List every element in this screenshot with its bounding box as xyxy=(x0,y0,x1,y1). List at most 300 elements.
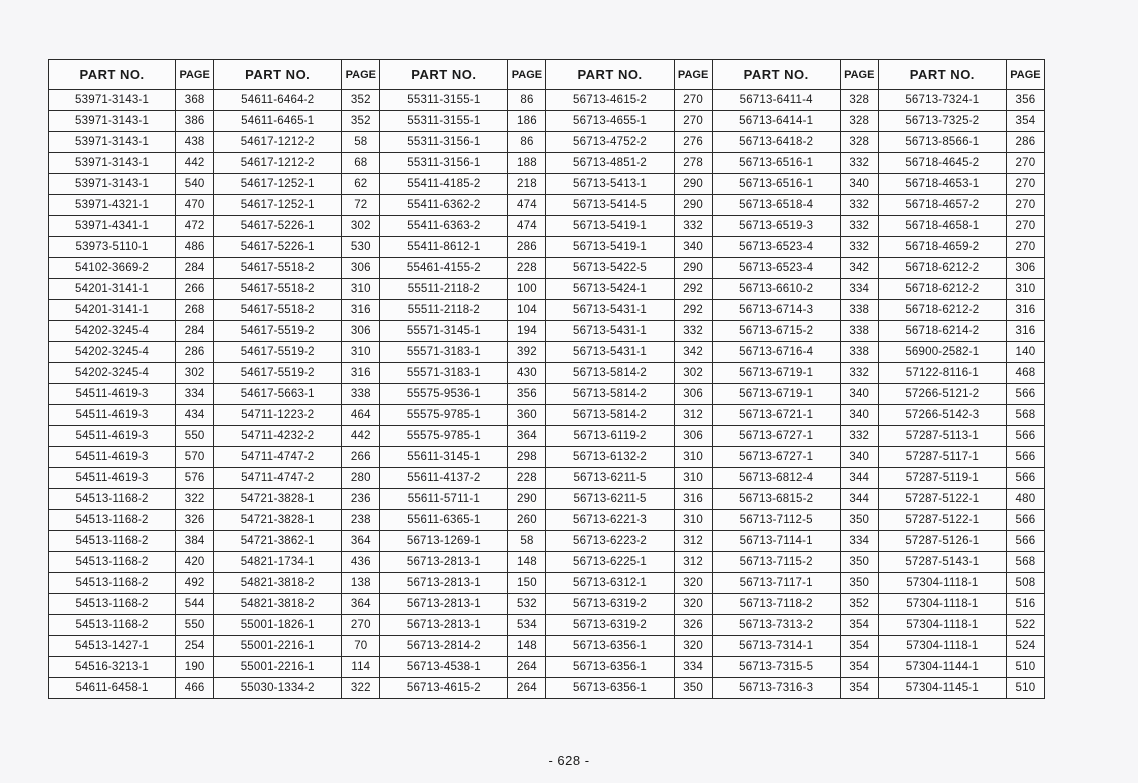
table-row xyxy=(49,363,1045,384)
part-number-cell: 56713-5414-5 xyxy=(546,195,674,216)
part-number-cell: 56713-5419-1 xyxy=(546,237,674,258)
part-number-cell: 57287-5117-1 xyxy=(878,447,1006,468)
table-row xyxy=(49,636,1045,657)
page-cell: 332 xyxy=(840,153,878,174)
part-number-cell: 54711-1223-2 xyxy=(214,405,342,426)
part-number-cell: 56718-4653-1 xyxy=(878,174,1006,195)
page-cell: 326 xyxy=(176,510,214,531)
page-cell: 238 xyxy=(342,510,380,531)
part-number-cell: 55311-3155-1 xyxy=(380,111,508,132)
page-cell: 350 xyxy=(840,573,878,594)
part-number-cell: 55575-9785-1 xyxy=(380,426,508,447)
part-number-cell: 56713-7117-1 xyxy=(712,573,840,594)
page-cell: 290 xyxy=(674,258,712,279)
page-cell: 332 xyxy=(840,195,878,216)
page-cell: 438 xyxy=(176,132,214,153)
part-number-cell: 54617-5519-2 xyxy=(214,321,342,342)
part-number-cell: 57304-1144-1 xyxy=(878,657,1006,678)
page-cell: 356 xyxy=(508,384,546,405)
table-row xyxy=(49,405,1045,426)
page-cell: 368 xyxy=(176,90,214,111)
page-cell: 486 xyxy=(176,237,214,258)
page-cell: 306 xyxy=(342,258,380,279)
page-cell: 332 xyxy=(840,426,878,447)
part-number-cell: 56713-6223-2 xyxy=(546,531,674,552)
page-cell: 286 xyxy=(1006,132,1044,153)
part-number-cell: 54513-1168-2 xyxy=(49,573,176,594)
part-number-cell: 56713-4655-1 xyxy=(546,111,674,132)
part-number-cell: 53971-3143-1 xyxy=(49,90,176,111)
page-cell: 508 xyxy=(1006,573,1044,594)
page-cell: 392 xyxy=(508,342,546,363)
table-header-row xyxy=(49,60,1045,90)
part-number-cell: 55611-6365-1 xyxy=(380,510,508,531)
page-cell: 312 xyxy=(674,552,712,573)
page-cell: 332 xyxy=(674,321,712,342)
page-cell: 326 xyxy=(674,615,712,636)
column-header-page: PAGE xyxy=(176,60,214,90)
part-number-cell: 53973-5110-1 xyxy=(49,237,176,258)
part-number-cell: 57304-1118-1 xyxy=(878,573,1006,594)
part-number-cell: 54617-1212-2 xyxy=(214,153,342,174)
page-cell: 320 xyxy=(674,594,712,615)
part-number-cell: 56713-4615-2 xyxy=(380,678,508,699)
page-cell: 354 xyxy=(1006,111,1044,132)
part-number-cell: 55001-1826-1 xyxy=(214,615,342,636)
page-cell: 280 xyxy=(342,468,380,489)
page-cell: 570 xyxy=(176,447,214,468)
page-cell: 540 xyxy=(176,174,214,195)
page-cell: 292 xyxy=(674,300,712,321)
part-number-cell: 56713-6518-4 xyxy=(712,195,840,216)
part-number-cell: 56713-1269-1 xyxy=(380,531,508,552)
part-number-cell: 56713-5814-2 xyxy=(546,405,674,426)
page-cell: 320 xyxy=(674,573,712,594)
table-row xyxy=(49,216,1045,237)
part-number-cell: 56718-4657-2 xyxy=(878,195,1006,216)
part-number-cell: 56713-6719-1 xyxy=(712,384,840,405)
page-cell: 72 xyxy=(342,195,380,216)
table-row xyxy=(49,195,1045,216)
part-number-cell: 56900-2582-1 xyxy=(878,342,1006,363)
table-row xyxy=(49,300,1045,321)
page-cell: 340 xyxy=(840,447,878,468)
page-cell: 332 xyxy=(674,216,712,237)
part-number-cell: 56713-6812-4 xyxy=(712,468,840,489)
part-number-cell: 54611-6464-2 xyxy=(214,90,342,111)
part-number-cell: 53971-3143-1 xyxy=(49,174,176,195)
table-row xyxy=(49,594,1045,615)
part-number-cell: 54511-4619-3 xyxy=(49,384,176,405)
part-number-cell: 56713-6356-1 xyxy=(546,678,674,699)
part-number-cell: 56713-6418-2 xyxy=(712,132,840,153)
table-row xyxy=(49,321,1045,342)
page-cell: 194 xyxy=(508,321,546,342)
page-cell: 350 xyxy=(674,678,712,699)
table-row xyxy=(49,111,1045,132)
part-number-cell: 57287-5119-1 xyxy=(878,468,1006,489)
part-number-cell: 55001-2216-1 xyxy=(214,657,342,678)
page-cell: 286 xyxy=(508,237,546,258)
page-cell: 310 xyxy=(1006,279,1044,300)
part-number-cell: 56713-6132-2 xyxy=(546,447,674,468)
part-number-cell: 56713-6119-2 xyxy=(546,426,674,447)
part-number-cell: 56713-5422-5 xyxy=(546,258,674,279)
part-number-cell: 57304-1118-1 xyxy=(878,615,1006,636)
page-cell: 344 xyxy=(840,468,878,489)
column-header-page: PAGE xyxy=(840,60,878,90)
part-number-cell: 57304-1145-1 xyxy=(878,678,1006,699)
part-number-cell: 56713-2813-1 xyxy=(380,615,508,636)
page-cell: 316 xyxy=(1006,321,1044,342)
table-row xyxy=(49,447,1045,468)
part-number-cell: 56713-7316-3 xyxy=(712,678,840,699)
part-number-cell: 53971-4341-1 xyxy=(49,216,176,237)
page-cell: 568 xyxy=(1006,552,1044,573)
page-cell: 190 xyxy=(176,657,214,678)
part-number-cell: 57287-5143-1 xyxy=(878,552,1006,573)
page-cell: 284 xyxy=(176,321,214,342)
page-cell: 58 xyxy=(342,132,380,153)
page-cell: 290 xyxy=(508,489,546,510)
page-cell: 530 xyxy=(342,237,380,258)
page-cell: 148 xyxy=(508,636,546,657)
page-cell: 148 xyxy=(508,552,546,573)
part-number-cell: 54202-3245-4 xyxy=(49,363,176,384)
page-cell: 312 xyxy=(674,405,712,426)
page-cell: 140 xyxy=(1006,342,1044,363)
page-cell: 340 xyxy=(840,384,878,405)
page-cell: 270 xyxy=(1006,153,1044,174)
part-number-cell: 56713-5413-1 xyxy=(546,174,674,195)
column-header-page: PAGE xyxy=(1006,60,1044,90)
part-number-cell: 56713-2813-1 xyxy=(380,594,508,615)
page-cell: 334 xyxy=(176,384,214,405)
page-cell: 270 xyxy=(1006,174,1044,195)
page-cell: 312 xyxy=(674,531,712,552)
part-number-cell: 56713-5419-1 xyxy=(546,216,674,237)
page-cell: 468 xyxy=(1006,363,1044,384)
page-cell: 354 xyxy=(840,657,878,678)
page-cell: 86 xyxy=(508,90,546,111)
part-number-cell: 55575-9785-1 xyxy=(380,405,508,426)
page-cell: 344 xyxy=(840,489,878,510)
page-cell: 270 xyxy=(1006,195,1044,216)
page-cell: 302 xyxy=(176,363,214,384)
page-cell: 340 xyxy=(674,237,712,258)
page-cell: 474 xyxy=(508,195,546,216)
part-number-cell: 56713-6319-2 xyxy=(546,594,674,615)
page-cell: 328 xyxy=(840,111,878,132)
page-cell: 292 xyxy=(674,279,712,300)
page-cell: 332 xyxy=(840,237,878,258)
part-number-cell: 56713-6414-1 xyxy=(712,111,840,132)
page-cell: 270 xyxy=(1006,237,1044,258)
part-number-cell: 55511-2118-2 xyxy=(380,279,508,300)
table-body xyxy=(49,90,1045,699)
part-number-cell: 56713-6519-3 xyxy=(712,216,840,237)
page-cell: 442 xyxy=(176,153,214,174)
part-number-cell: 55311-3156-1 xyxy=(380,132,508,153)
part-number-cell: 54611-6458-1 xyxy=(49,678,176,699)
part-number-cell: 56713-7325-2 xyxy=(878,111,1006,132)
page-cell: 464 xyxy=(342,405,380,426)
page-cell: 284 xyxy=(176,258,214,279)
page-cell: 340 xyxy=(840,405,878,426)
table-row xyxy=(49,510,1045,531)
page-cell: 566 xyxy=(1006,426,1044,447)
table-row xyxy=(49,552,1045,573)
part-number-cell: 55611-4137-2 xyxy=(380,468,508,489)
page-number: - 628 - xyxy=(548,753,590,768)
page-cell: 270 xyxy=(674,111,712,132)
page-cell: 68 xyxy=(342,153,380,174)
page-cell: 310 xyxy=(674,447,712,468)
page-cell: 364 xyxy=(342,531,380,552)
page-cell: 306 xyxy=(342,321,380,342)
page-cell: 338 xyxy=(840,300,878,321)
page-cell: 532 xyxy=(508,594,546,615)
part-number-cell: 56713-4615-2 xyxy=(546,90,674,111)
page-cell: 466 xyxy=(176,678,214,699)
page-cell: 276 xyxy=(674,132,712,153)
part-number-cell: 56713-5424-1 xyxy=(546,279,674,300)
page-cell: 566 xyxy=(1006,531,1044,552)
part-number-cell: 56713-6319-2 xyxy=(546,615,674,636)
table-row xyxy=(49,468,1045,489)
part-number-cell: 56713-7118-2 xyxy=(712,594,840,615)
part-number-cell: 57287-5122-1 xyxy=(878,489,1006,510)
page-cell: 354 xyxy=(840,636,878,657)
part-number-cell: 55571-3183-1 xyxy=(380,342,508,363)
part-number-cell: 56713-6411-4 xyxy=(712,90,840,111)
page-cell: 278 xyxy=(674,153,712,174)
part-number-cell: 55030-1334-2 xyxy=(214,678,342,699)
part-number-cell: 57304-1118-1 xyxy=(878,594,1006,615)
page-cell: 332 xyxy=(840,216,878,237)
page-cell: 364 xyxy=(342,594,380,615)
part-number-cell: 57287-5113-1 xyxy=(878,426,1006,447)
page-cell: 290 xyxy=(674,174,712,195)
part-number-cell: 54202-3245-4 xyxy=(49,321,176,342)
page-cell: 286 xyxy=(176,342,214,363)
page-cell: 290 xyxy=(674,195,712,216)
page-cell: 472 xyxy=(176,216,214,237)
page-cell: 550 xyxy=(176,615,214,636)
table-row xyxy=(49,531,1045,552)
table-row xyxy=(49,258,1045,279)
part-number-cell: 56713-6221-3 xyxy=(546,510,674,531)
part-number-cell: 55411-6363-2 xyxy=(380,216,508,237)
page-cell: 218 xyxy=(508,174,546,195)
part-number-cell: 55311-3156-1 xyxy=(380,153,508,174)
part-number-cell: 54617-1212-2 xyxy=(214,132,342,153)
part-number-cell: 56718-4658-1 xyxy=(878,216,1006,237)
part-number-cell: 56713-6715-2 xyxy=(712,321,840,342)
part-number-cell: 54821-1734-1 xyxy=(214,552,342,573)
page-cell: 58 xyxy=(508,531,546,552)
part-number-cell: 54821-3818-2 xyxy=(214,573,342,594)
part-number-cell: 54617-5518-2 xyxy=(214,279,342,300)
column-header-part-no: PART NO. xyxy=(214,60,342,90)
page-cell: 228 xyxy=(508,468,546,489)
part-number-cell: 56713-8566-1 xyxy=(878,132,1006,153)
part-number-cell: 54617-5518-2 xyxy=(214,300,342,321)
page-cell: 534 xyxy=(508,615,546,636)
page-cell: 544 xyxy=(176,594,214,615)
part-number-cell: 56713-6716-4 xyxy=(712,342,840,363)
table-row xyxy=(49,132,1045,153)
part-number-cell: 54202-3245-4 xyxy=(49,342,176,363)
column-header-page: PAGE xyxy=(674,60,712,90)
page-cell: 524 xyxy=(1006,636,1044,657)
part-number-cell: 54617-5226-1 xyxy=(214,216,342,237)
part-number-cell: 56713-7314-1 xyxy=(712,636,840,657)
part-number-cell: 54617-5519-2 xyxy=(214,342,342,363)
part-number-cell: 56713-6523-4 xyxy=(712,258,840,279)
part-number-cell: 54617-5518-2 xyxy=(214,258,342,279)
part-number-cell: 54513-1168-2 xyxy=(49,489,176,510)
page-cell: 360 xyxy=(508,405,546,426)
part-number-cell: 54513-1168-2 xyxy=(49,552,176,573)
page-cell: 386 xyxy=(176,111,214,132)
part-number-cell: 54721-3828-1 xyxy=(214,510,342,531)
part-number-cell: 54617-5519-2 xyxy=(214,363,342,384)
part-number-cell: 56713-5431-1 xyxy=(546,300,674,321)
part-number-cell: 56713-6516-1 xyxy=(712,174,840,195)
part-number-cell: 57122-8116-1 xyxy=(878,363,1006,384)
page-cell: 316 xyxy=(674,489,712,510)
page-cell: 316 xyxy=(1006,300,1044,321)
page-cell: 328 xyxy=(840,132,878,153)
page-cell: 266 xyxy=(176,279,214,300)
page-cell: 320 xyxy=(674,636,712,657)
table-row xyxy=(49,342,1045,363)
part-number-cell: 55461-4155-2 xyxy=(380,258,508,279)
part-number-cell: 56713-6523-4 xyxy=(712,237,840,258)
page-cell: 480 xyxy=(1006,489,1044,510)
page-cell: 310 xyxy=(674,468,712,489)
part-number-cell: 54617-5226-1 xyxy=(214,237,342,258)
page-cell: 442 xyxy=(342,426,380,447)
page-cell: 356 xyxy=(1006,90,1044,111)
page-cell: 550 xyxy=(176,426,214,447)
page-cell: 364 xyxy=(508,426,546,447)
part-number-cell: 56713-2813-1 xyxy=(380,573,508,594)
page-cell: 522 xyxy=(1006,615,1044,636)
page-cell: 316 xyxy=(342,300,380,321)
part-number-cell: 55411-4185-2 xyxy=(380,174,508,195)
part-number-cell: 56713-7324-1 xyxy=(878,90,1006,111)
part-number-cell: 56718-4659-2 xyxy=(878,237,1006,258)
part-number-cell: 54511-4619-3 xyxy=(49,405,176,426)
page-cell: 516 xyxy=(1006,594,1044,615)
page-cell: 228 xyxy=(508,258,546,279)
part-number-cell: 56713-6211-5 xyxy=(546,489,674,510)
page-cell: 568 xyxy=(1006,405,1044,426)
table-row xyxy=(49,615,1045,636)
page-cell: 270 xyxy=(674,90,712,111)
page-cell: 510 xyxy=(1006,678,1044,699)
part-number-cell: 57287-5122-1 xyxy=(878,510,1006,531)
part-number-cell: 55411-8612-1 xyxy=(380,237,508,258)
part-number-cell: 56713-5431-1 xyxy=(546,342,674,363)
part-number-cell: 54721-3828-1 xyxy=(214,489,342,510)
part-number-cell: 56713-6815-2 xyxy=(712,489,840,510)
parts-index-table xyxy=(48,59,1045,699)
part-number-cell: 53971-3143-1 xyxy=(49,153,176,174)
part-number-cell: 54513-1168-2 xyxy=(49,615,176,636)
part-number-cell: 56713-6727-1 xyxy=(712,426,840,447)
part-number-cell: 56713-6356-1 xyxy=(546,636,674,657)
column-header-part-no: PART NO. xyxy=(712,60,840,90)
page-cell: 316 xyxy=(342,363,380,384)
part-number-cell: 53971-3143-1 xyxy=(49,111,176,132)
part-number-cell: 54711-4747-2 xyxy=(214,468,342,489)
page-cell: 260 xyxy=(508,510,546,531)
page-cell: 100 xyxy=(508,279,546,300)
part-number-cell: 56713-5814-2 xyxy=(546,384,674,405)
page-cell: 434 xyxy=(176,405,214,426)
page-cell: 342 xyxy=(840,258,878,279)
part-number-cell: 55311-3155-1 xyxy=(380,90,508,111)
page-cell: 342 xyxy=(674,342,712,363)
page-cell: 566 xyxy=(1006,510,1044,531)
part-number-cell: 54711-4747-2 xyxy=(214,447,342,468)
part-number-cell: 54711-4232-2 xyxy=(214,426,342,447)
part-number-cell: 55611-3145-1 xyxy=(380,447,508,468)
part-number-cell: 54721-3862-1 xyxy=(214,531,342,552)
table-row xyxy=(49,153,1045,174)
page-cell: 306 xyxy=(674,384,712,405)
page-cell: 104 xyxy=(508,300,546,321)
table-row xyxy=(49,384,1045,405)
part-number-cell: 54513-1168-2 xyxy=(49,531,176,552)
page-cell: 264 xyxy=(508,657,546,678)
part-number-cell: 54617-1252-1 xyxy=(214,174,342,195)
page-cell: 310 xyxy=(674,510,712,531)
page-cell: 384 xyxy=(176,531,214,552)
page-cell: 350 xyxy=(840,552,878,573)
page-cell: 322 xyxy=(176,489,214,510)
part-number-cell: 54821-3818-2 xyxy=(214,594,342,615)
part-number-cell: 56713-6211-5 xyxy=(546,468,674,489)
table-row xyxy=(49,657,1045,678)
page-cell: 268 xyxy=(176,300,214,321)
part-number-cell: 56713-5814-2 xyxy=(546,363,674,384)
table-row xyxy=(49,174,1045,195)
page-cell: 302 xyxy=(342,216,380,237)
column-header-part-no: PART NO. xyxy=(49,60,176,90)
part-number-cell: 54511-4619-3 xyxy=(49,447,176,468)
part-number-cell: 54511-4619-3 xyxy=(49,468,176,489)
page-cell: 338 xyxy=(342,384,380,405)
part-number-cell: 56713-6356-1 xyxy=(546,657,674,678)
page-cell: 566 xyxy=(1006,468,1044,489)
page-cell: 566 xyxy=(1006,384,1044,405)
page-cell: 254 xyxy=(176,636,214,657)
page-cell: 338 xyxy=(840,321,878,342)
part-number-cell: 56713-2814-2 xyxy=(380,636,508,657)
part-number-cell: 57287-5126-1 xyxy=(878,531,1006,552)
part-number-cell: 55001-2216-1 xyxy=(214,636,342,657)
page-cell: 566 xyxy=(1006,447,1044,468)
part-number-cell: 55611-5711-1 xyxy=(380,489,508,510)
table-row xyxy=(49,279,1045,300)
page-cell: 322 xyxy=(342,678,380,699)
page-cell: 420 xyxy=(176,552,214,573)
part-number-cell: 56718-6212-2 xyxy=(878,300,1006,321)
